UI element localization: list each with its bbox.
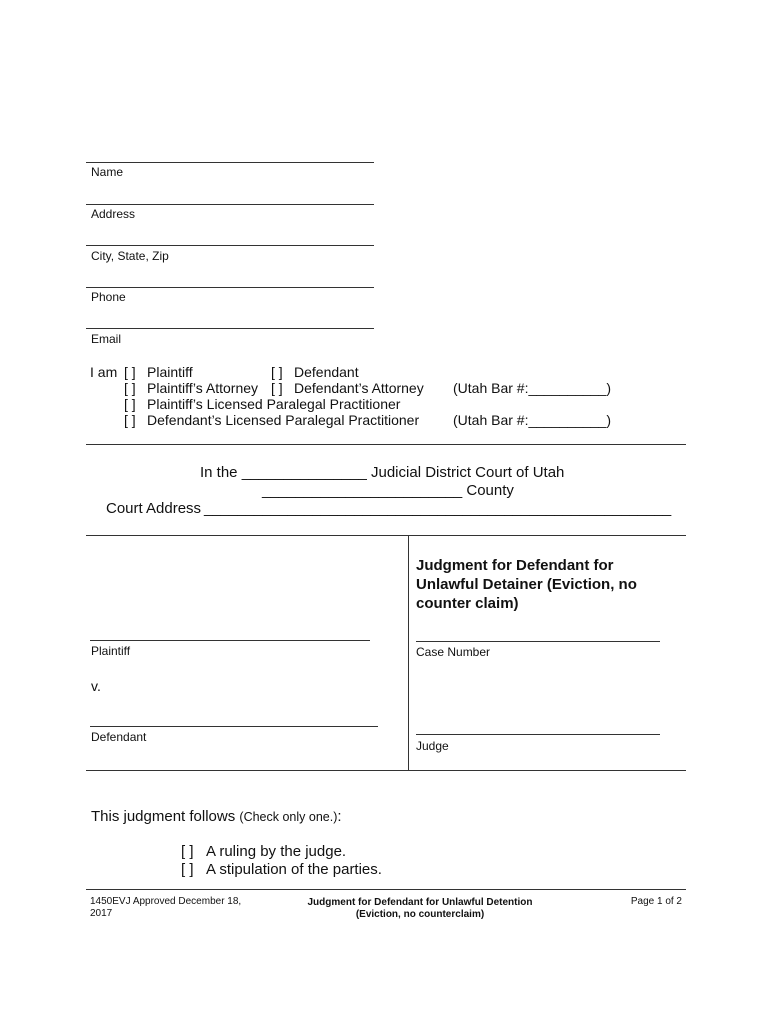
footer-title <box>290 897 550 921</box>
case-number-label: Case Number <box>416 645 491 659</box>
plaintiff-option-label: Plaintiff <box>147 364 193 380</box>
judge-label: Judge <box>416 739 449 753</box>
caption-bottom-border <box>86 770 686 771</box>
defendants-lpp-checkbox[interactable]: [ ] <box>124 412 136 428</box>
defendant-name-line[interactable] <box>90 726 378 727</box>
footer-rule <box>86 889 686 890</box>
phone-line[interactable] <box>86 287 374 288</box>
name-label: Name <box>91 165 124 179</box>
address-label: Address <box>91 207 136 221</box>
judgment-follows-statement <box>91 808 342 826</box>
defendants-attorney-checkbox[interactable]: [ ] <box>271 380 283 396</box>
judge-line[interactable] <box>416 734 660 735</box>
section-divider-top <box>86 444 686 445</box>
city-state-zip-line[interactable] <box>86 245 374 246</box>
check-only-one-note: (Check only one.) <box>239 810 338 824</box>
ruling-option-label: A ruling by the judge. <box>206 843 347 860</box>
follows-colon: : <box>337 808 342 825</box>
plaintiffs-lpp-checkbox[interactable]: [ ] <box>124 396 136 412</box>
footer-title-line2: (Eviction, no counterclaim) <box>355 909 485 920</box>
form-id: 1450EVJ Approved December 18, 2017 <box>90 896 242 919</box>
footer-title-line1: Judgment for Defendant for Unlawful Detention <box>307 897 533 908</box>
caption-top-border <box>86 535 686 536</box>
utah-bar-number-2[interactable]: (Utah Bar #:__________) <box>453 412 611 428</box>
plaintiff-name-line[interactable] <box>90 640 370 641</box>
defendant-caption-label: Defendant <box>91 730 147 744</box>
email-label: Email <box>91 332 122 346</box>
caption-divider <box>408 535 409 770</box>
address-line[interactable] <box>86 204 374 205</box>
versus-label: v. <box>91 678 101 694</box>
name-line[interactable] <box>86 162 374 163</box>
court-address-label: Court Address <box>106 500 202 517</box>
county-line[interactable]: ________________________ County <box>262 482 514 499</box>
stipulation-checkbox[interactable]: [ ] <box>181 861 194 878</box>
document-title: Judgment for Defendant for Unlawful Detainer (Eviction, no counter claim) <box>416 557 637 612</box>
city-state-zip-label: City, State, Zip <box>91 249 169 263</box>
i-am-label: I am <box>90 364 118 380</box>
email-line[interactable] <box>86 328 374 329</box>
plaintiffs-attorney-checkbox[interactable]: [ ] <box>124 380 136 396</box>
defendants-lpp-label: Defendant’s Licensed Paralegal Practitioner <box>147 412 420 428</box>
stipulation-option-label: A stipulation of the parties. <box>206 861 382 878</box>
phone-label: Phone <box>91 290 126 304</box>
case-number-line[interactable] <box>416 641 660 642</box>
judicial-district-line[interactable]: In the _______________ Judicial District Court of Utah <box>200 464 565 481</box>
plaintiff-caption-label: Plaintiff <box>91 644 131 658</box>
defendant-checkbox[interactable]: [ ] <box>271 364 283 380</box>
page-number: Page 1 of 2 <box>630 896 682 907</box>
plaintiffs-attorney-label: Plaintiff’s Attorney <box>147 380 259 396</box>
judgment-follows-text: This judgment follows <box>91 808 236 825</box>
utah-bar-number-1[interactable]: (Utah Bar #:__________) <box>453 380 611 396</box>
defendant-option-label: Defendant <box>294 364 359 380</box>
plaintiffs-lpp-label: Plaintiff’s Licensed Paralegal Practitioner <box>147 396 401 412</box>
ruling-checkbox[interactable]: [ ] <box>181 843 194 860</box>
plaintiff-checkbox[interactable]: [ ] <box>124 364 136 380</box>
defendants-attorney-label: Defendant’s Attorney <box>294 380 424 396</box>
court-address-blank[interactable]: ________________________________________________________ <box>204 500 672 517</box>
